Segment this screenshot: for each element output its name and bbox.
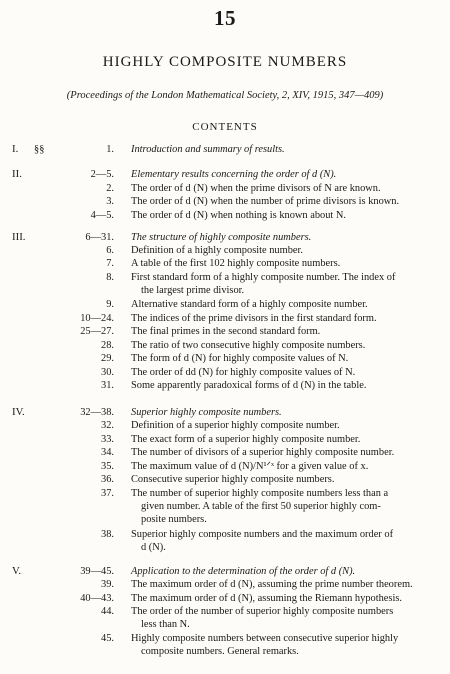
- section-title: [131, 632, 439, 658]
- chapter-numeral: V.: [12, 565, 22, 577]
- title-line: Superior highly composite numbers.: [131, 407, 282, 418]
- section-number: 6.: [106, 245, 114, 256]
- section-title: [131, 379, 439, 392]
- section-title: [131, 419, 439, 432]
- section-number: 29.: [101, 353, 114, 364]
- chapter-title: [131, 168, 439, 181]
- section-number: 8.: [106, 272, 114, 283]
- section-title: [131, 339, 439, 352]
- section-number: 35.: [101, 461, 114, 472]
- section-title: [131, 325, 439, 338]
- title-line: The exact form of a superior highly composite number.: [131, 434, 361, 445]
- section-title: [131, 312, 439, 325]
- title-line: Some apparently paradoxical forms of d (N) in the table.: [131, 380, 367, 391]
- title-line: The number of divisors of a superior highly composite number.: [131, 447, 395, 458]
- contents-heading: CONTENTS: [192, 121, 258, 133]
- section-title: [131, 605, 439, 631]
- section-number: 34.: [101, 447, 114, 458]
- source-citation: (Proceedings of the London Mathematical Society, 2, XIV, 1915, 347—409): [66, 90, 384, 101]
- title-line: Definition of a superior highly composite number.: [131, 420, 340, 431]
- section-title: [131, 271, 439, 297]
- section-number: 36.: [101, 474, 114, 485]
- title-line: given number. A table of the first 50 superior highly com-: [141, 501, 381, 512]
- section-number: 44.: [101, 606, 114, 617]
- section-number: 37.: [101, 488, 114, 499]
- section-title: [131, 446, 439, 459]
- section-number: 32—38.: [80, 407, 114, 418]
- title-line: The maximum order of d (N), assuming the Riemann hypothesis.: [131, 593, 402, 604]
- title-line: Application to the determination of the order of d (N).: [131, 566, 356, 577]
- chapter-numeral: IV.: [12, 406, 25, 418]
- chapter-title: [131, 143, 439, 156]
- chapter-numeral: I.: [12, 143, 19, 155]
- paper-title: HIGHLY COMPOSITE NUMBERS: [102, 54, 348, 70]
- section-number: 6—31.: [85, 232, 114, 243]
- section-number: 7.: [106, 258, 114, 269]
- section-number: 10—24.: [80, 313, 114, 324]
- section-title: [131, 366, 439, 379]
- title-line: The order of d (N) when the prime divisors of N are known.: [131, 183, 381, 194]
- chapter-numeral: III.: [12, 231, 26, 243]
- title-line: The final primes in the second standard form.: [131, 326, 321, 337]
- chapter-title: [131, 565, 439, 578]
- section-title: [131, 433, 439, 446]
- section-number: 33.: [101, 434, 114, 445]
- section-title: [131, 298, 439, 311]
- title-line: The indices of the prime divisors in the first standard form.: [131, 313, 377, 324]
- title-line: The order of d (N) when nothing is known about N.: [131, 210, 346, 221]
- title-line: A table of the first 102 highly composite numbers.: [131, 258, 341, 269]
- chapter-numeral: II.: [12, 168, 22, 180]
- title-line: The order of dd (N) for highly composite values of N.: [131, 367, 356, 378]
- title-line: The ratio of two consecutive highly composite numbers.: [131, 340, 366, 351]
- title-line: Highly composite numbers between consecutive superior highly: [131, 633, 399, 644]
- section-sign: §§: [34, 144, 45, 155]
- page-number: 15: [214, 6, 236, 30]
- section-number: 9.: [106, 299, 114, 310]
- section-title: [131, 460, 439, 473]
- section-number: 45.: [101, 633, 114, 644]
- section-title: [131, 487, 439, 526]
- section-title: [131, 182, 439, 195]
- section-number: 28.: [101, 340, 114, 351]
- section-number: 39.: [101, 579, 114, 590]
- title-line: Introduction and summary of results.: [131, 144, 285, 155]
- section-number: 30.: [101, 367, 114, 378]
- title-line: The number of superior highly composite numbers less than a: [131, 488, 389, 499]
- section-title: [131, 473, 439, 486]
- title-line: The maximum order of d (N), assuming the prime number theorem.: [131, 579, 413, 590]
- title-line: d (N).: [141, 542, 166, 553]
- section-number: 25—27.: [80, 326, 114, 337]
- section-number: 32.: [101, 420, 114, 431]
- section-title: [131, 528, 439, 554]
- section-number: 1.: [106, 144, 114, 155]
- chapter-title: [131, 231, 439, 244]
- title-line: less than N.: [141, 619, 190, 630]
- title-line: Elementary results concerning the order of d (N).: [131, 169, 337, 180]
- section-number: 3.: [106, 196, 114, 207]
- title-line: Superior highly composite numbers and the maximum order of: [131, 529, 394, 540]
- section-title: [131, 592, 439, 605]
- title-line: The order of d (N) when the number of prime divisors is known.: [131, 196, 400, 207]
- section-title: [131, 578, 439, 591]
- title-line: The structure of highly composite numbers.: [131, 232, 312, 243]
- section-number: 39—45.: [80, 566, 114, 577]
- section-number: 2—5.: [90, 169, 114, 180]
- section-number: 4—5.: [90, 210, 114, 221]
- section-title: [131, 352, 439, 365]
- title-line: Alternative standard form of a highly composite number.: [131, 299, 368, 310]
- title-line: composite numbers. General remarks.: [141, 646, 299, 657]
- title-line: The maximum value of d (N)/N¹ᐟˣ for a given value of x.: [131, 461, 369, 472]
- section-title: [131, 195, 439, 208]
- section-number: 40—43.: [80, 593, 114, 604]
- title-line: Definition of a highly composite number.: [131, 245, 303, 256]
- chapter-title: [131, 406, 439, 419]
- section-title: [131, 257, 439, 270]
- section-number: 31.: [101, 380, 114, 391]
- title-line: posite numbers.: [141, 514, 207, 525]
- title-line: First standard form of a highly composite number. The index of: [131, 272, 396, 283]
- section-title: [131, 209, 439, 222]
- title-line: Consecutive superior highly composite numbers.: [131, 474, 335, 485]
- section-number: 2.: [106, 183, 114, 194]
- title-line: The order of the number of superior highly composite numbers: [131, 606, 394, 617]
- section-title: [131, 244, 439, 257]
- title-line: The form of d (N) for highly composite values of N.: [131, 353, 349, 364]
- section-number: 38.: [101, 529, 114, 540]
- title-line: the largest prime divisor.: [141, 285, 245, 296]
